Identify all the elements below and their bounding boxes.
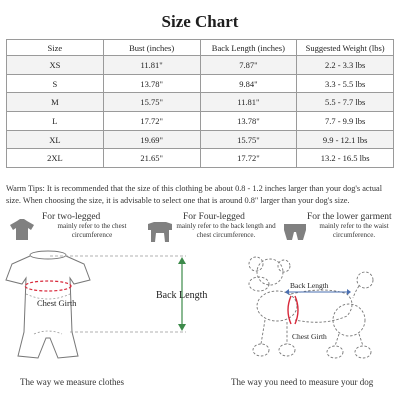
cell-back-length: 9.84": [200, 74, 297, 93]
cell-bust: 19.69": [103, 130, 200, 149]
cell-size: M: [7, 93, 104, 112]
cell-weight: 7.7 - 9.9 lbs: [297, 112, 394, 131]
cell-bust: 15.75": [103, 93, 200, 112]
chest-girth-line: [25, 281, 71, 291]
table-row: [7, 74, 394, 93]
dog-back-length-label: Back Length: [290, 281, 329, 290]
cell-bust: 21.65": [103, 149, 200, 168]
two-legged-heading: For two-legged: [42, 212, 101, 222]
table-row: [7, 93, 394, 112]
table-row: [7, 56, 394, 75]
cell-size: 2XL: [7, 149, 104, 168]
lower-garment-note: mainly refer to the waist circumference.: [319, 222, 389, 239]
clothes-back-length-label: Back Length: [156, 290, 208, 301]
table-header-row: [7, 40, 394, 56]
lower-garment-icon: [282, 222, 308, 242]
cell-back-length: 17.72": [200, 149, 297, 168]
four-legged-heading: For Four-legged: [183, 212, 245, 222]
cell-back-length: 11.81": [200, 93, 297, 112]
page-title: Size Chart: [161, 12, 239, 31]
four-legged-note: mainly refer to the back length and chest circumference.: [176, 222, 276, 239]
size-table: [6, 39, 394, 168]
dog-diagram: [225, 244, 400, 374]
two-legged-garment-icon: [8, 218, 36, 242]
dog-diagram-caption: The way you need to measure your dog: [231, 377, 374, 387]
cell-size: L: [7, 112, 104, 131]
cell-weight: 3.3 - 5.5 lbs: [297, 74, 394, 93]
cell-back-length: 15.75": [200, 130, 297, 149]
cell-size: XL: [7, 130, 104, 149]
two-legged-note: mainly refer to the chest circumference: [57, 222, 127, 239]
dog-chest-girth-line: [288, 296, 291, 324]
warm-tips: Warm Tips: It is recommended that the size of this clothing be about 0.8 - 1.2 inches larger than your dog's actual size. When choosing the size, it is advisable to select one that is around 0.8" larger than your dog's size.: [6, 184, 383, 205]
clothes-diagram: [0, 244, 230, 374]
header-weight: Suggested Weight (lbs): [297, 40, 394, 56]
cell-weight: 13.2 - 16.5 lbs: [297, 149, 394, 168]
clothes-chest-girth-label: Chest Girth: [37, 298, 77, 308]
cell-weight: 5.5 - 7.7 lbs: [297, 93, 394, 112]
table-row: [7, 149, 394, 168]
lower-garment-heading: For the lower garment: [307, 212, 392, 222]
cell-weight: 2.2 - 3.3 lbs: [297, 56, 394, 75]
header-size: Size: [7, 40, 104, 56]
cell-back-length: 7.87": [200, 56, 297, 75]
table-row: [7, 112, 394, 131]
cell-back-length: 13.78": [200, 112, 297, 131]
cell-weight: 9.9 - 12.1 lbs: [297, 130, 394, 149]
clothes-diagram-caption: The way we measure clothes: [20, 377, 124, 387]
cell-bust: 11.81": [103, 56, 200, 75]
table-row: [7, 130, 394, 149]
cell-bust: 13.78": [103, 74, 200, 93]
header-back-length: Back Length (inches): [200, 40, 297, 56]
header-bust: Bust (inches): [103, 40, 200, 56]
dog-chest-girth-label: Chest Girth: [292, 332, 327, 341]
cell-bust: 17.72": [103, 112, 200, 131]
cell-size: S: [7, 74, 104, 93]
cell-size: XS: [7, 56, 104, 75]
four-legged-garment-icon: [145, 220, 175, 244]
